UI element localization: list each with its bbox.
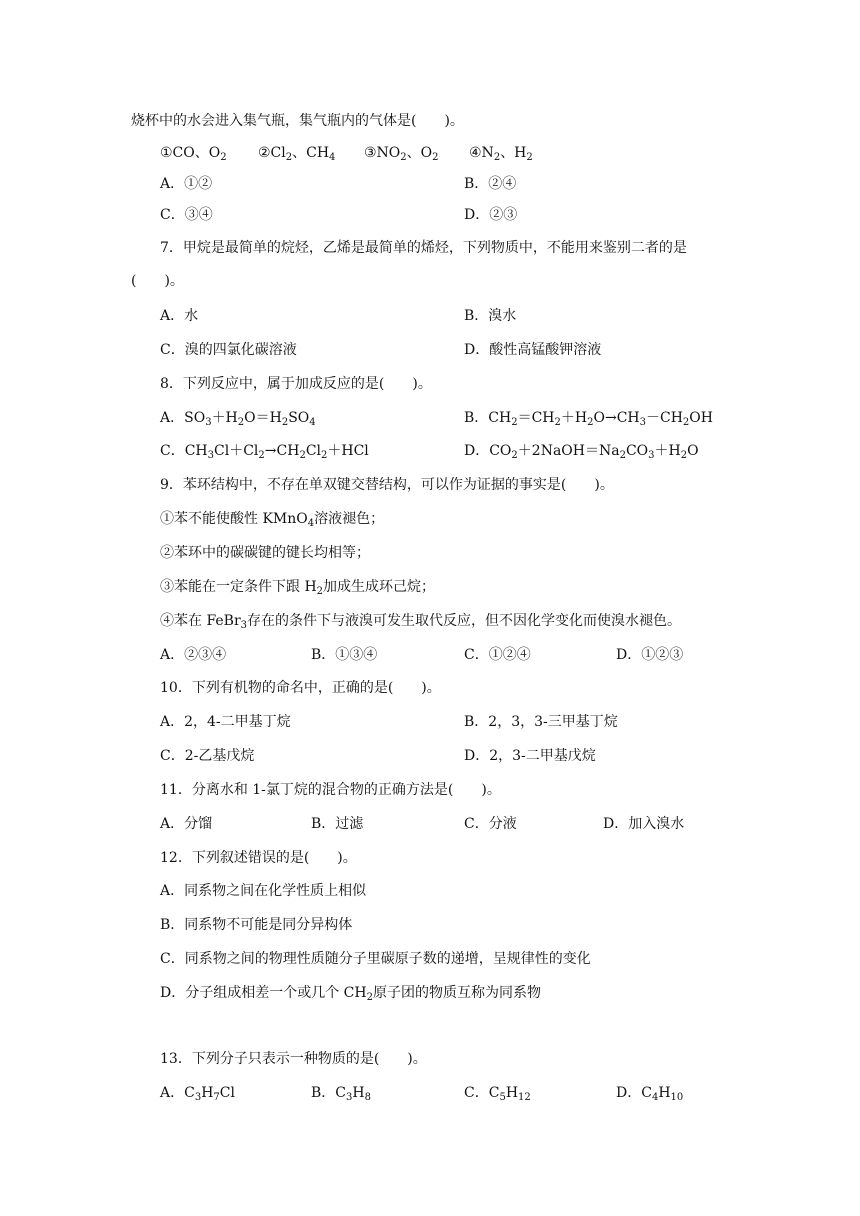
q9-fact-1: ①苯不能使酸性 KMnO$_4$溶液褪色； xyxy=(160,511,385,529)
q12-option-a: A．同系物之间在化学性质上相似 xyxy=(160,883,367,899)
q12-option-d: D．分子组成相差一个或几个 $CH_2$原子团的物质互称为同系物 xyxy=(160,985,541,1003)
q13-option-a: A．$C_3H_7Cl$ xyxy=(160,1085,235,1103)
question-6-stem: 烧杯中的水会进入集气瓶，集气瓶内的气体是( )。 xyxy=(131,113,464,129)
q8-option-b: B．$CH_2=CH_2+H_2O\to CH_3-CH_2OH$ xyxy=(464,410,713,428)
q9-option-d: D．①②③ xyxy=(616,647,684,663)
question-7-stem-cont: ( )。 xyxy=(131,273,184,289)
q6-option-b: B．②④ xyxy=(464,176,517,192)
q9-option-a: A．②③④ xyxy=(160,647,227,663)
q10-option-d: D．2，3-二甲基戊烷 xyxy=(464,748,596,764)
q6-option-d: D．②③ xyxy=(464,207,518,223)
q6-option-c: C．③④ xyxy=(160,207,213,223)
question-9-stem: 9．苯环结构中，不存在单双键交替结构，可以作为证据的事实是( )。 xyxy=(160,477,614,493)
q8-option-c: C．$CH_3Cl+Cl_2\to CH_2Cl_2+HCl$ xyxy=(160,443,369,461)
q9-fact-3: ③苯能在一定条件下跟 $H_2$加成生成环己烷； xyxy=(160,579,436,597)
q7-option-b: B．溴水 xyxy=(464,308,517,324)
question-8-stem: 8．下列反应中，属于加成反应的是( )。 xyxy=(160,376,432,392)
q12-option-b: B．同系物不可能是同分异构体 xyxy=(160,917,353,933)
q12-option-c: C．同系物之间的物理性质随分子里碳原子数的递增，呈规律性的变化 xyxy=(160,951,591,967)
question-11-stem: 11．分离水和 1-氯丁烷的混合物的正确方法是( )。 xyxy=(160,782,501,798)
q10-option-b: B．2，3，3-三甲基丁烷 xyxy=(464,714,618,730)
q6-item-1: ①CO、$O_2$ xyxy=(160,145,227,163)
q6-item-4: $④N_2$、$H_2$ xyxy=(469,145,533,163)
q8-option-d: D．$CO_2+2NaOH=Na_2CO_3+H_2O$ xyxy=(464,443,699,461)
q9-fact-2: ②苯环中的碳碳键的键长均相等； xyxy=(160,545,370,561)
q6-option-a: A．①② xyxy=(160,176,213,192)
q11-option-d: D．加入溴水 xyxy=(603,816,685,832)
q13-option-c: C．$C_5H_{12}$ xyxy=(464,1085,531,1103)
q13-option-b: B．$C_3H_8$ xyxy=(311,1085,371,1103)
q6-item-3: $③NO_2$、$O_2$ xyxy=(364,145,439,163)
q10-option-a: A．2，4-二甲基丁烷 xyxy=(160,714,291,730)
question-12-stem: 12．下列叙述错误的是( )。 xyxy=(160,850,357,866)
q11-option-c: C．分液 xyxy=(464,816,517,832)
q9-fact-4: ④苯在 FeBr$_3$存在的条件下与液溴可发生取代反应，但不因化学变化而使溴水褪色。 xyxy=(160,613,682,631)
question-7-stem: 7．甲烷是最简单的烷烃，乙烯是最简单的烯烃，下列物质中，不能用来鉴别二者的是 xyxy=(160,240,687,256)
question-10-stem: 10．下列有机物的命名中，正确的是( )。 xyxy=(160,680,441,696)
q11-option-b: B．过滤 xyxy=(311,816,364,832)
q10-option-c: C．2-乙基戊烷 xyxy=(160,748,255,764)
q8-option-a: A．$SO_3+H_2O=H_2SO_4$ xyxy=(160,410,316,428)
q13-option-d: D．$C_4H_{10}$ xyxy=(616,1085,684,1103)
q7-option-a: A．水 xyxy=(160,308,199,324)
q7-option-c: C．溴的四氯化碳溶液 xyxy=(160,342,297,358)
q9-option-c: C．①②④ xyxy=(464,647,531,663)
q6-item-2: $②Cl_2$、$CH_4$ xyxy=(258,145,336,163)
question-13-stem: 13．下列分子只表示一种物质的是( )。 xyxy=(160,1051,427,1067)
q7-option-d: D．酸性高锰酸钾溶液 xyxy=(464,342,602,358)
q9-option-b: B．①③④ xyxy=(311,647,378,663)
q11-option-a: A．分馏 xyxy=(160,816,213,832)
